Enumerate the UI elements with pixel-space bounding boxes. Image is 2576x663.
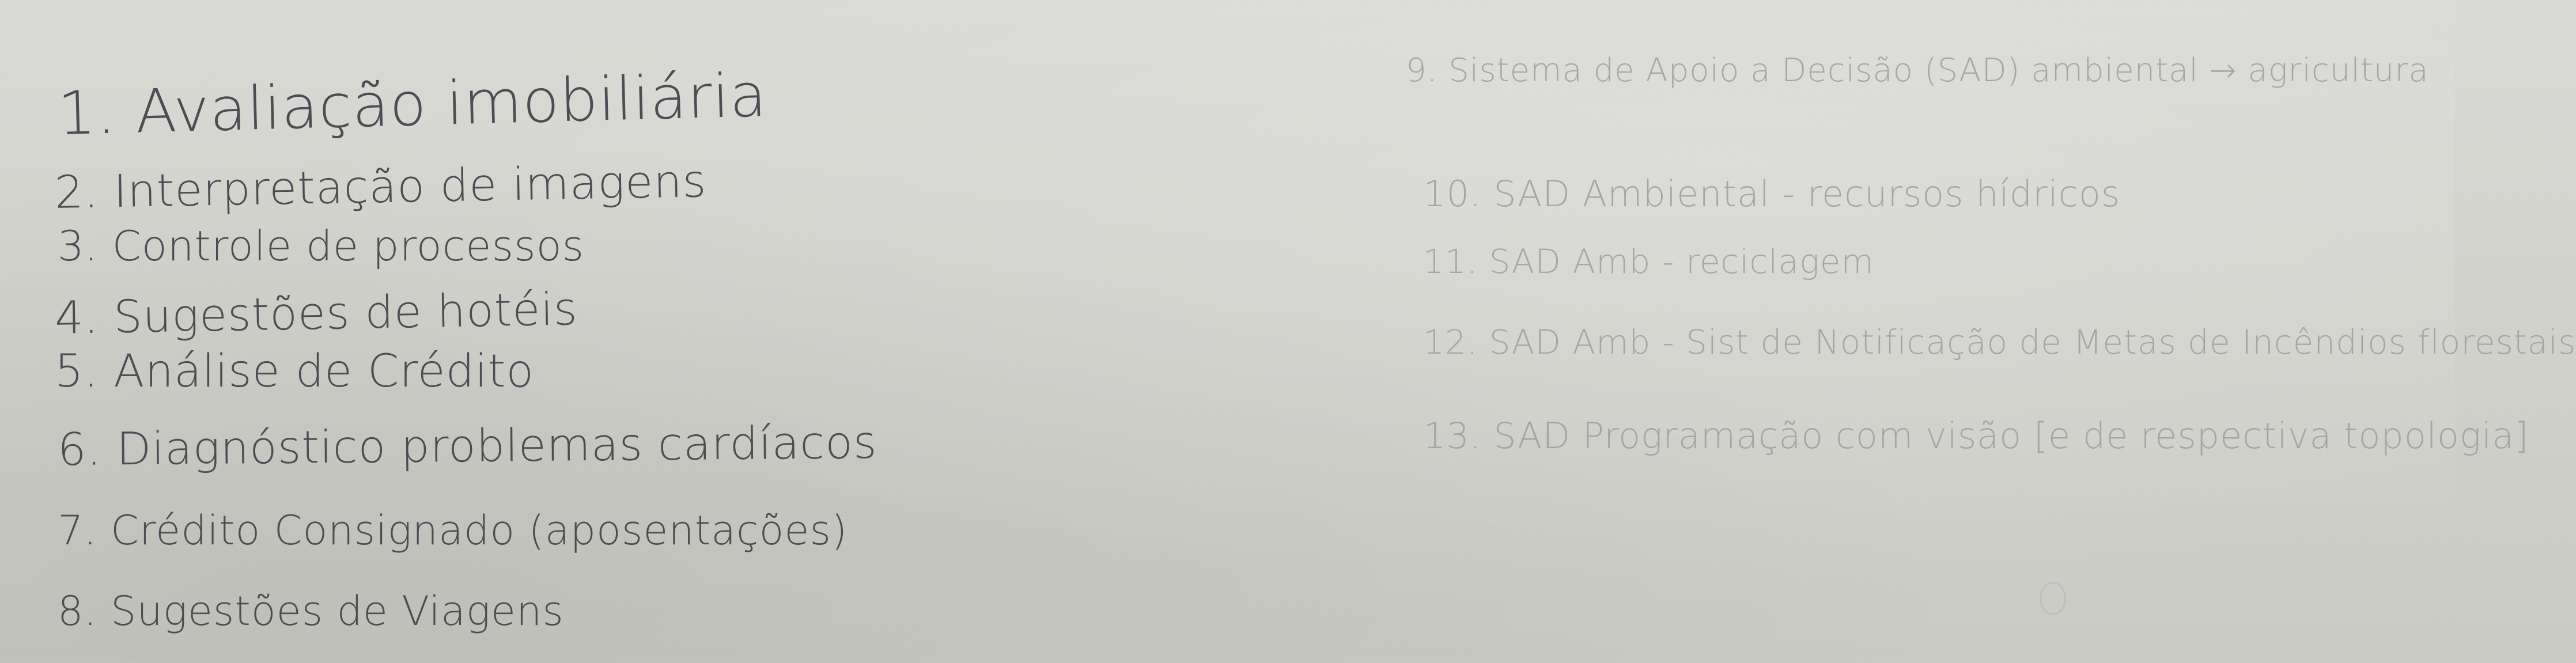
item-3: 3. Controle de processos (58, 222, 585, 270)
item-9: 9. Sistema de Apoio a Decisão (SAD) ambiental → agricultura (1406, 52, 2429, 89)
item-1: 1. Avaliação imobiliária (56, 59, 768, 149)
item-12: 12. SAD Amb - Sist de Notificação de Metas de Incêndios florestais (1423, 323, 2576, 362)
item-6: 6. Diagnóstico problemas cardíacos (57, 416, 877, 476)
item-4: 4. Sugestões de hotéis (54, 283, 578, 344)
item-8: 8. Sugestões de Viagens (58, 588, 564, 635)
marker-smudge (2040, 582, 2066, 615)
item-10: 10. SAD Ambiental - recursos hídricos (1423, 173, 2121, 215)
item-2: 2. Interpretação de imagens (54, 156, 708, 219)
item-13: 13. SAD Programação com visão [e de respectiva topologia] (1423, 415, 2529, 457)
item-5: 5. Análise de Crédito (55, 346, 535, 397)
item-7: 7. Crédito Consignado (aposentações) (58, 507, 848, 554)
item-11: 11. SAD Amb - reciclagem (1423, 242, 1874, 281)
